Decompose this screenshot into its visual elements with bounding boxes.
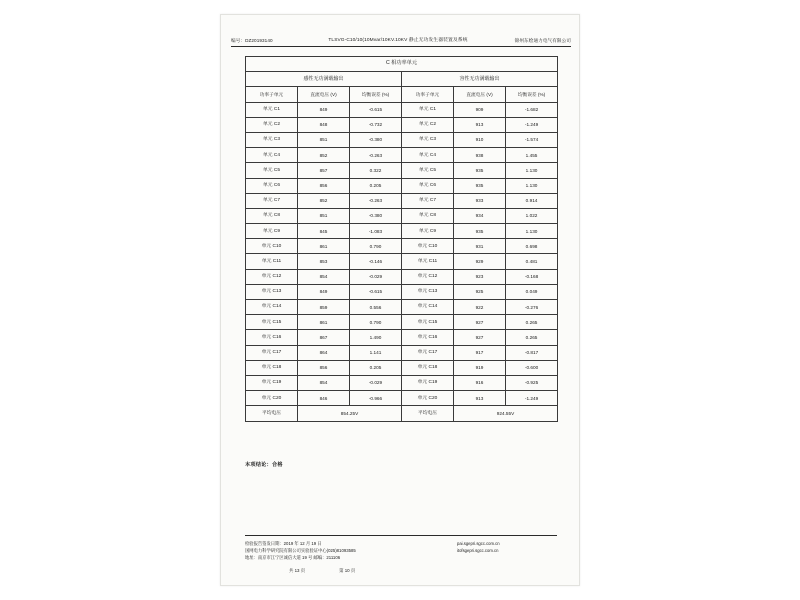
cell-error-left: -0.966 [350, 391, 402, 406]
cell-unit-right: 单元 C20 [402, 391, 454, 406]
column-header: 直流电压 (V) [454, 87, 506, 102]
cell-error-right: 1.130 [506, 178, 558, 193]
average-value-left: 854.25V [298, 406, 402, 421]
table-group-row [246, 72, 558, 87]
cell-unit-left: 单元 C4 [246, 148, 298, 163]
cell-unit-left: 单元 C16 [246, 330, 298, 345]
table-row [246, 224, 558, 239]
cell-error-right: -1.682 [506, 102, 558, 117]
cell-voltage-right: 923 [454, 269, 506, 284]
cell-voltage-left: 859 [298, 300, 350, 315]
cell-error-right: 1.130 [506, 163, 558, 178]
cell-error-right: 0.481 [506, 254, 558, 269]
cell-error-left: -0.615 [350, 102, 402, 117]
cell-unit-left: 单元 C11 [246, 254, 298, 269]
table-row [246, 208, 558, 223]
cell-error-left: -0.029 [350, 375, 402, 390]
document-page [220, 14, 580, 586]
cell-voltage-right: 933 [454, 193, 506, 208]
cell-error-left: 1.490 [350, 330, 402, 345]
cell-error-left: 1.141 [350, 345, 402, 360]
header-equipment: TLSVG-C10/10(10Mvar/10KV.10KV 静止无功发生器装置及系统 [328, 38, 468, 43]
cell-error-right: 0.914 [506, 193, 558, 208]
cell-voltage-right: 938 [454, 148, 506, 163]
cell-unit-left: 单元 C13 [246, 284, 298, 299]
cell-unit-right: 单元 C17 [402, 345, 454, 360]
table-row [246, 345, 558, 360]
cell-voltage-left: 852 [298, 148, 350, 163]
cell-voltage-right: 935 [454, 224, 506, 239]
page-total: 共 13 页 [289, 567, 306, 573]
cell-unit-left: 单元 C3 [246, 132, 298, 147]
table-row [246, 330, 558, 345]
cell-voltage-right: 913 [454, 117, 506, 132]
average-label-right: 平均电压 [402, 406, 454, 421]
cell-voltage-right: 909 [454, 102, 506, 117]
cell-unit-right: 单元 C9 [402, 224, 454, 239]
cell-voltage-left: 846 [298, 391, 350, 406]
footer-email-1: pai.sgepri.sgcc.com.cn [457, 541, 500, 546]
cell-error-right: 1.130 [506, 224, 558, 239]
average-label-left: 平均电压 [246, 406, 298, 421]
cell-unit-right: 单元 C15 [402, 315, 454, 330]
cell-voltage-left: 851 [298, 132, 350, 147]
average-value-right: 924.55V [454, 406, 558, 421]
cell-voltage-right: 929 [454, 254, 506, 269]
header-doc-no: 编号：DZ20193140 [231, 38, 273, 43]
cell-unit-left: 单元 C14 [246, 300, 298, 315]
cell-voltage-left: 856 [298, 360, 350, 375]
average-row [246, 406, 558, 421]
cell-error-left: -1.083 [350, 224, 402, 239]
cell-unit-left: 单元 C17 [246, 345, 298, 360]
cell-unit-right: 单元 C3 [402, 132, 454, 147]
table-row [246, 254, 558, 269]
cell-unit-left: 单元 C5 [246, 163, 298, 178]
cell-error-right: 1.455 [506, 148, 558, 163]
cell-voltage-left: 848 [298, 117, 350, 132]
table-row [246, 360, 558, 375]
column-header: 均衡误差 (%) [506, 87, 558, 102]
cell-error-right: 0.265 [506, 315, 558, 330]
column-header: 功率子单元 [402, 87, 454, 102]
table-row [246, 300, 558, 315]
cell-voltage-right: 927 [454, 315, 506, 330]
header-row [231, 37, 571, 47]
cell-unit-left: 单元 C18 [246, 360, 298, 375]
table-row [246, 239, 558, 254]
cell-voltage-left: 857 [298, 163, 350, 178]
cell-error-left: -0.263 [350, 193, 402, 208]
footer-institute: 国网电力科学研究院有限公司实验验证中心(025)81093585 [245, 548, 356, 554]
cell-unit-right: 单元 C5 [402, 163, 454, 178]
cell-voltage-left: 853 [298, 254, 350, 269]
cell-voltage-left: 845 [298, 224, 350, 239]
cell-error-left: 0.790 [350, 315, 402, 330]
table-title-row [246, 57, 558, 72]
footer-left-block [245, 540, 450, 562]
table-row [246, 117, 558, 132]
cell-unit-left: 单元 C6 [246, 178, 298, 193]
cell-error-left: -0.732 [350, 117, 402, 132]
cell-unit-right: 单元 C18 [402, 360, 454, 375]
cell-voltage-left: 854 [298, 375, 350, 390]
table-row [246, 315, 558, 330]
column-header: 直流电压 (V) [298, 87, 350, 102]
cell-error-left: -0.615 [350, 284, 402, 299]
cell-voltage-left: 856 [298, 178, 350, 193]
table-row [246, 284, 558, 299]
page-number-row [245, 567, 557, 574]
cell-unit-right: 单元 C16 [402, 330, 454, 345]
cell-error-right: -1.574 [506, 132, 558, 147]
cell-voltage-left: 864 [298, 345, 350, 360]
cell-error-left: 0.205 [350, 178, 402, 193]
cell-error-right: -1.249 [506, 391, 558, 406]
cell-unit-right: 单元 C13 [402, 284, 454, 299]
cell-voltage-left: 849 [298, 102, 350, 117]
cell-unit-right: 单元 C7 [402, 193, 454, 208]
cell-unit-left: 单元 C10 [246, 239, 298, 254]
cell-unit-left: 单元 C20 [246, 391, 298, 406]
cell-unit-right: 单元 C4 [402, 148, 454, 163]
cell-voltage-right: 935 [454, 163, 506, 178]
cell-unit-left: 单元 C15 [246, 315, 298, 330]
power-unit-table [245, 56, 558, 422]
page-current: 第 10 页 [339, 567, 356, 573]
cell-unit-right: 单元 C12 [402, 269, 454, 284]
cell-voltage-right: 913 [454, 391, 506, 406]
header-company: 锦州东绘通力电气有限公司 [514, 38, 571, 43]
column-header: 功率子单元 [246, 87, 298, 102]
table-column-header-row [246, 87, 558, 102]
cell-error-right: -0.600 [506, 360, 558, 375]
document-header [231, 37, 571, 47]
table-row [246, 375, 558, 390]
cell-error-right: -0.276 [506, 300, 558, 315]
cell-voltage-left: 849 [298, 284, 350, 299]
cell-unit-left: 单元 C1 [246, 102, 298, 117]
table-row [246, 269, 558, 284]
cell-voltage-left: 854 [298, 269, 350, 284]
footer-issue-date: 检验报告签发日期：2019 年 12 月 19 日 [245, 541, 322, 546]
cell-unit-right: 单元 C19 [402, 375, 454, 390]
cell-voltage-right: 910 [454, 132, 506, 147]
table-row [246, 178, 558, 193]
table-title: C 相功率单元 [246, 57, 558, 72]
cell-error-left: -0.263 [350, 148, 402, 163]
group-header-capacitive: 容性无功满载输出 [402, 72, 558, 87]
cell-error-left: 0.205 [350, 360, 402, 375]
table-row [246, 148, 558, 163]
table-row [246, 163, 558, 178]
cell-voltage-left: 867 [298, 330, 350, 345]
cell-error-right: -0.925 [506, 375, 558, 390]
cell-error-left: 0.790 [350, 239, 402, 254]
cell-error-right: 0.265 [506, 330, 558, 345]
cell-error-left: 0.556 [350, 300, 402, 315]
cell-unit-left: 单元 C12 [246, 269, 298, 284]
cell-unit-right: 单元 C6 [402, 178, 454, 193]
cell-voltage-right: 931 [454, 239, 506, 254]
cell-error-right: -0.168 [506, 269, 558, 284]
cell-voltage-right: 927 [454, 330, 506, 345]
cell-voltage-right: 922 [454, 300, 506, 315]
cell-unit-right: 单元 C8 [402, 208, 454, 223]
cell-error-right: 0.049 [506, 284, 558, 299]
cell-error-left: -0.380 [350, 208, 402, 223]
table-row [246, 193, 558, 208]
cell-error-right: -0.817 [506, 345, 558, 360]
group-header-inductive: 感性无功满载输出 [246, 72, 402, 87]
cell-error-left: -0.146 [350, 254, 402, 269]
cell-unit-left: 单元 C9 [246, 224, 298, 239]
cell-voltage-left: 851 [298, 208, 350, 223]
cell-voltage-left: 852 [298, 193, 350, 208]
cell-voltage-right: 935 [454, 178, 506, 193]
cell-voltage-right: 925 [454, 284, 506, 299]
footer-columns [245, 540, 557, 562]
cell-voltage-right: 916 [454, 375, 506, 390]
conclusion-text: 本项结论：合格 [245, 462, 283, 468]
cell-voltage-right: 917 [454, 345, 506, 360]
cell-error-left: -0.029 [350, 269, 402, 284]
cell-error-left: 0.322 [350, 163, 402, 178]
cell-voltage-right: 919 [454, 360, 506, 375]
cell-voltage-right: 934 [454, 208, 506, 223]
cell-unit-right: 单元 C2 [402, 117, 454, 132]
cell-unit-left: 单元 C2 [246, 117, 298, 132]
cell-unit-left: 单元 C8 [246, 208, 298, 223]
cell-error-right: 0.698 [506, 239, 558, 254]
cell-error-right: 1.022 [506, 208, 558, 223]
cell-voltage-left: 861 [298, 239, 350, 254]
table-row [246, 132, 558, 147]
cell-error-right: -1.249 [506, 117, 558, 132]
footer-address: 地址：南京市江宁区诚信大道 19 号 邮编：211106 [245, 555, 341, 561]
cell-unit-left: 单元 C19 [246, 375, 298, 390]
cell-unit-right: 单元 C11 [402, 254, 454, 269]
cell-unit-right: 单元 C10 [402, 239, 454, 254]
cell-unit-left: 单元 C7 [246, 193, 298, 208]
cell-unit-right: 单元 C14 [402, 300, 454, 315]
cell-error-left: -0.380 [350, 132, 402, 147]
table-row [246, 102, 558, 117]
table-row [246, 391, 558, 406]
cell-voltage-left: 861 [298, 315, 350, 330]
column-header: 均衡误差 (%) [350, 87, 402, 102]
document-footer [245, 535, 557, 574]
footer-email-2: itofsgepri.sgcc.com.cn [457, 548, 499, 554]
footer-right-block [457, 540, 557, 562]
cell-unit-right: 单元 C1 [402, 102, 454, 117]
